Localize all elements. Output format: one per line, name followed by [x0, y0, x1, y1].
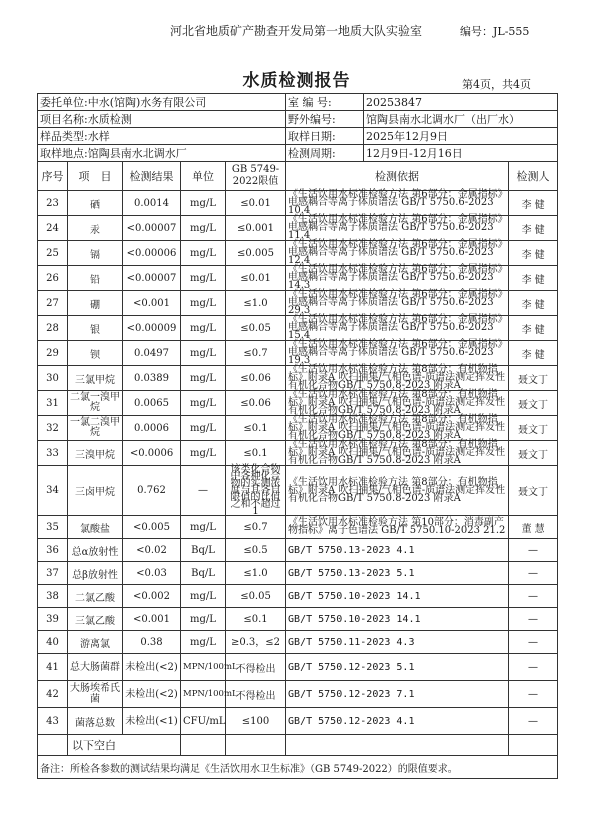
row-basis: 《生活饮用水标准检验方法 第6部分：金属指标》电感耦合等离子体质谱法 GB/T 5750.6-2023 11.4: [286, 216, 509, 241]
row-item: 三氯甲烷: [68, 366, 123, 391]
row-limit: ≤0.06: [226, 366, 286, 391]
row-seq: 41: [38, 654, 68, 681]
row-seq: 24: [38, 216, 68, 241]
table-row: [38, 241, 558, 266]
row-unit: mg/L: [181, 316, 226, 341]
row-tester: 聂文丁: [509, 416, 558, 441]
table-row: [38, 441, 558, 466]
page-number: 第4页，共4页: [462, 78, 531, 91]
blank-note: 以下空白: [68, 735, 181, 756]
row-result: <0.00006: [123, 241, 181, 266]
row-basis: 《生活饮用水标准检验方法 第8部分：有机物指标》附录A 吹扫捕集/气相色谱-质谱法测定挥发性有机化合物GB/T 5750.8-2023 附录A: [286, 416, 509, 441]
row-unit: mg/L: [181, 216, 226, 241]
row-basis: GB/T 5750.10-2023 14.1: [286, 608, 509, 631]
row-result: <0.001: [123, 291, 181, 316]
row-unit: mg/L: [181, 631, 226, 654]
project-cell: [38, 111, 286, 128]
table-row: [38, 539, 558, 562]
row-limit: ≤0.01: [226, 191, 286, 216]
row-limit: ≤0.005: [226, 241, 286, 266]
row-unit: MPN/100mL: [181, 654, 226, 681]
row-unit: mg/L: [181, 366, 226, 391]
row-seq: 42: [38, 681, 68, 708]
footer-remark: 备注：所检各参数的测试结果均满足《生活饮用水卫生标准》（GB 5749-2022）的限值要求。: [38, 756, 558, 779]
row-seq: 32: [38, 416, 68, 441]
col-tester: 检测人: [509, 162, 558, 191]
row-tester: —: [509, 654, 558, 681]
info-row-sample: [38, 128, 558, 145]
row-result: <0.00009: [123, 316, 181, 341]
row-basis: 《生活饮用水标准检验方法 第6部分：金属指标》电感耦合等离子体质谱法 GB/T 5750.6-2023 12.4: [286, 241, 509, 266]
row-seq: 40: [38, 631, 68, 654]
row-result: 0.0006: [123, 416, 181, 441]
row-tester: 李 健: [509, 216, 558, 241]
row-result: <0.02: [123, 539, 181, 562]
row-unit: mg/L: [181, 585, 226, 608]
row-limit: ≤0.001: [226, 216, 286, 241]
column-header-row: [38, 162, 558, 191]
blank-unit: [181, 735, 226, 756]
report-title: 水质检测报告: [242, 71, 351, 91]
table-row: [38, 291, 558, 316]
row-unit: mg/L: [181, 608, 226, 631]
date-label: 取样日期:: [286, 128, 364, 145]
row-result: <0.00007: [123, 266, 181, 291]
report-table: [37, 93, 558, 779]
row-seq: 30: [38, 366, 68, 391]
row-basis: GB/T 5750.12-2023 4.1: [286, 708, 509, 735]
info-row-project: [38, 111, 558, 128]
table-row: [38, 466, 558, 516]
row-unit: mg/L: [181, 291, 226, 316]
row-basis: 《生活饮用水标准检验方法 第6部分：金属指标》电感耦合等离子体质谱法 GB/T 5750.6-2023 15.4: [286, 316, 509, 341]
document-number: 编号：JL-555: [460, 25, 530, 38]
row-result: 0.38: [123, 631, 181, 654]
row-item: 硒: [68, 191, 123, 216]
row-seq: 35: [38, 516, 68, 539]
row-limit: ≤0.5: [226, 539, 286, 562]
row-result: 未检出(<1): [123, 708, 181, 735]
row-unit: mg/L: [181, 241, 226, 266]
row-result: 0.0014: [123, 191, 181, 216]
room-value: 20253847: [364, 94, 558, 111]
col-limit-line2: 2022限值: [232, 176, 279, 187]
table-row: [38, 608, 558, 631]
row-result: 0.0389: [123, 366, 181, 391]
row-tester: 董 慧: [509, 516, 558, 539]
row-seq: 31: [38, 391, 68, 416]
row-basis: GB/T 5750.13-2023 5.1: [286, 562, 509, 585]
row-item: 银: [68, 316, 123, 341]
table-row: [38, 366, 558, 391]
row-seq: 25: [38, 241, 68, 266]
table-row: [38, 191, 558, 216]
row-unit: Bq/L: [181, 562, 226, 585]
table-row: [38, 585, 558, 608]
col-seq: 序号: [38, 162, 68, 191]
document-header: [0, 22, 593, 40]
row-tester: —: [509, 708, 558, 735]
row-unit: Bq/L: [181, 539, 226, 562]
row-unit: —: [181, 466, 226, 516]
row-item: 菌落总数: [68, 708, 123, 735]
row-tester: —: [509, 631, 558, 654]
client-label: 委托单位:: [40, 96, 88, 109]
row-item: 钡: [68, 341, 123, 366]
row-tester: 聂文丁: [509, 466, 558, 516]
row-seq: 36: [38, 539, 68, 562]
row-limit: ≤0.05: [226, 585, 286, 608]
row-seq: 23: [38, 191, 68, 216]
sample-value: 水样: [87, 130, 110, 143]
row-result: <0.0006: [123, 441, 181, 466]
col-item: 项 目: [68, 162, 123, 191]
row-result: <0.00007: [123, 216, 181, 241]
row-item: 氯酸盐: [68, 516, 123, 539]
row-basis: 《生活饮用水标准检验方法 第10部分：消毒副产物指标》离子色谱法 GB/T 5750.10-2023 21.2: [286, 516, 509, 539]
row-tester: 李 健: [509, 291, 558, 316]
row-tester: 李 健: [509, 191, 558, 216]
location-cell: [38, 145, 286, 162]
row-item: 二氯乙酸: [68, 585, 123, 608]
col-result: 检测结果: [123, 162, 181, 191]
table-row: [38, 562, 558, 585]
col-unit: 单位: [181, 162, 226, 191]
row-seq: 27: [38, 291, 68, 316]
row-limit: 该类化合物中各种化合物的实测浓度与其各自限值的比值之和不超过1: [226, 466, 286, 516]
field-label: 野外编号:: [286, 111, 364, 128]
period-label: 检测周期:: [286, 145, 364, 162]
row-item: 一氯二溴甲烷: [68, 416, 123, 441]
row-result: <0.005: [123, 516, 181, 539]
blank-row: [38, 735, 558, 756]
row-item: 三溴甲烷: [68, 441, 123, 466]
row-item: 硼: [68, 291, 123, 316]
row-limit: 不得检出: [226, 681, 286, 708]
col-limit: [226, 162, 286, 191]
table-row: [38, 708, 558, 735]
client-value: 中水(馆陶)水务有限公司: [87, 96, 207, 109]
row-limit: ≤1.0: [226, 291, 286, 316]
row-basis: 《生活饮用水标准检验方法 第8部分：有机物指标》附录A 吹扫捕集/气相色谱-质谱法测定挥发性有机化合物GB/T 5750.8-2023 附录A: [286, 466, 509, 516]
sample-cell: [38, 128, 286, 145]
row-basis: 《生活饮用水标准检验方法 第8部分：有机物指标》附录A 吹扫捕集/气相色谱-质谱法测定挥发性有机化合物GB/T 5750.8-2023 附录A: [286, 391, 509, 416]
row-tester: 李 健: [509, 266, 558, 291]
row-item: 镉: [68, 241, 123, 266]
row-seq: 28: [38, 316, 68, 341]
lab-name: 河北省地质矿产勘查开发局第一地质大队实验室: [170, 24, 423, 38]
row-item: 游离氯: [68, 631, 123, 654]
row-item: 二氯一溴甲烷: [68, 391, 123, 416]
row-tester: 聂文丁: [509, 366, 558, 391]
row-seq: 38: [38, 585, 68, 608]
row-tester: 聂文丁: [509, 441, 558, 466]
row-tester: 李 健: [509, 316, 558, 341]
date-value: 2025年12月9日: [364, 128, 558, 145]
row-limit: ≤0.1: [226, 608, 286, 631]
row-seq: 34: [38, 466, 68, 516]
row-result: 0.0065: [123, 391, 181, 416]
footer-row: [38, 756, 558, 779]
row-item: 总β放射性: [68, 562, 123, 585]
row-tester: —: [509, 608, 558, 631]
row-unit: mg/L: [181, 341, 226, 366]
row-unit: mg/L: [181, 191, 226, 216]
row-unit: mg/L: [181, 266, 226, 291]
table-row: [38, 681, 558, 708]
row-tester: —: [509, 585, 558, 608]
row-unit: mg/L: [181, 516, 226, 539]
row-limit: ≤0.01: [226, 266, 286, 291]
row-item: 总大肠菌群: [68, 654, 123, 681]
row-unit: CFU/mL: [181, 708, 226, 735]
row-basis: 《生活饮用水标准检验方法 第6部分：金属指标》电感耦合等离子体质谱法 GB/T 5750.6-2023 14.3: [286, 266, 509, 291]
row-result: <0.03: [123, 562, 181, 585]
row-limit: ≤1.0: [226, 562, 286, 585]
blank-seq: [38, 735, 68, 756]
row-item: 三氯乙酸: [68, 608, 123, 631]
table-row: [38, 416, 558, 441]
table-row: [38, 266, 558, 291]
row-limit: ≤0.1: [226, 416, 286, 441]
row-seq: 26: [38, 266, 68, 291]
row-basis: GB/T 5750.13-2023 4.1: [286, 539, 509, 562]
row-basis: GB/T 5750.12-2023 7.1: [286, 681, 509, 708]
info-row-client: [38, 94, 558, 111]
row-limit: ≤100: [226, 708, 286, 735]
table-row: [38, 654, 558, 681]
row-tester: 李 健: [509, 341, 558, 366]
row-basis: 《生活饮用水标准检验方法 第6部分：金属指标》电感耦合等离子体质谱法 GB/T 5750.6-2023 29.3: [286, 291, 509, 316]
client-cell: [38, 94, 286, 111]
row-seq: 39: [38, 608, 68, 631]
row-result: <0.002: [123, 585, 181, 608]
col-limit-line1: GB 5749-: [231, 164, 280, 175]
table-row: [38, 391, 558, 416]
row-limit: ≤0.06: [226, 391, 286, 416]
row-basis: GB/T 5750.12-2023 5.1: [286, 654, 509, 681]
row-basis: GB/T 5750.11-2023 4.3: [286, 631, 509, 654]
row-item: 铅: [68, 266, 123, 291]
row-unit: mg/L: [181, 391, 226, 416]
row-limit: 不得检出: [226, 654, 286, 681]
row-seq: 43: [38, 708, 68, 735]
field-value: 馆陶县南水北调水厂（出厂水）: [364, 111, 558, 128]
row-basis: 《生活饮用水标准检验方法 第8部分：有机物指标》附录A 吹扫捕集/气相色谱-质谱法测定挥发性有机化合物GB/T 5750.8-2023 附录A: [286, 441, 509, 466]
row-tester: 李 健: [509, 241, 558, 266]
row-tester: —: [509, 681, 558, 708]
period-value: 12月9日-12月16日: [364, 145, 558, 162]
location-label: 取样地点:: [40, 147, 88, 160]
row-item: 总α放射性: [68, 539, 123, 562]
location-value: 馆陶县南水北调水厂: [87, 147, 187, 160]
sample-label: 样品类型:: [40, 130, 88, 143]
blank-limit: [226, 735, 286, 756]
row-result: <0.001: [123, 608, 181, 631]
blank-basis: [286, 735, 509, 756]
row-seq: 37: [38, 562, 68, 585]
row-limit: ≤0.7: [226, 516, 286, 539]
row-tester: —: [509, 562, 558, 585]
row-tester: 聂文丁: [509, 391, 558, 416]
row-result: 未检出(<2): [123, 654, 181, 681]
project-label: 项目名称:: [40, 113, 88, 126]
row-tester: —: [509, 539, 558, 562]
row-limit: ≤0.1: [226, 441, 286, 466]
table-row: [38, 516, 558, 539]
row-item: 三卤甲烷: [68, 466, 123, 516]
col-basis: 检测依据: [286, 162, 509, 191]
row-limit: ≤0.7: [226, 341, 286, 366]
row-result: 0.762: [123, 466, 181, 516]
row-result: 未检出(<2): [123, 681, 181, 708]
row-result: 0.0497: [123, 341, 181, 366]
row-basis: 《生活饮用水标准检验方法 第6部分：金属指标》电感耦合等离子体质谱法 GB/T 5750.6-2023 19.3: [286, 341, 509, 366]
table-row: [38, 316, 558, 341]
row-item: 汞: [68, 216, 123, 241]
row-unit: mg/L: [181, 441, 226, 466]
room-label: 室 编 号:: [286, 94, 364, 111]
row-limit: ≤0.05: [226, 316, 286, 341]
row-unit: MPN/100mL: [181, 681, 226, 708]
row-seq: 33: [38, 441, 68, 466]
blank-tester: [509, 735, 558, 756]
info-row-location: [38, 145, 558, 162]
row-unit: mg/L: [181, 416, 226, 441]
project-value: 水质检测: [87, 113, 132, 126]
row-basis: 《生活饮用水标准检验方法 第6部分：金属指标》电感耦合等离子体质谱法 GB/T 5750.6-2023 10.4: [286, 191, 509, 216]
row-item: 大肠埃希氏菌: [68, 681, 123, 708]
row-seq: 29: [38, 341, 68, 366]
table-row: [38, 341, 558, 366]
row-basis: GB/T 5750.10-2023 14.1: [286, 585, 509, 608]
table-row: [38, 631, 558, 654]
row-limit: ≥0.3，≤2: [226, 631, 286, 654]
row-basis: 《生活饮用水标准检验方法 第8部分：有机物指标》附录A 吹扫捕集/气相色谱-质谱法测定挥发性有机化合物GB/T 5750.8-2023 附录A: [286, 366, 509, 391]
table-row: [38, 216, 558, 241]
